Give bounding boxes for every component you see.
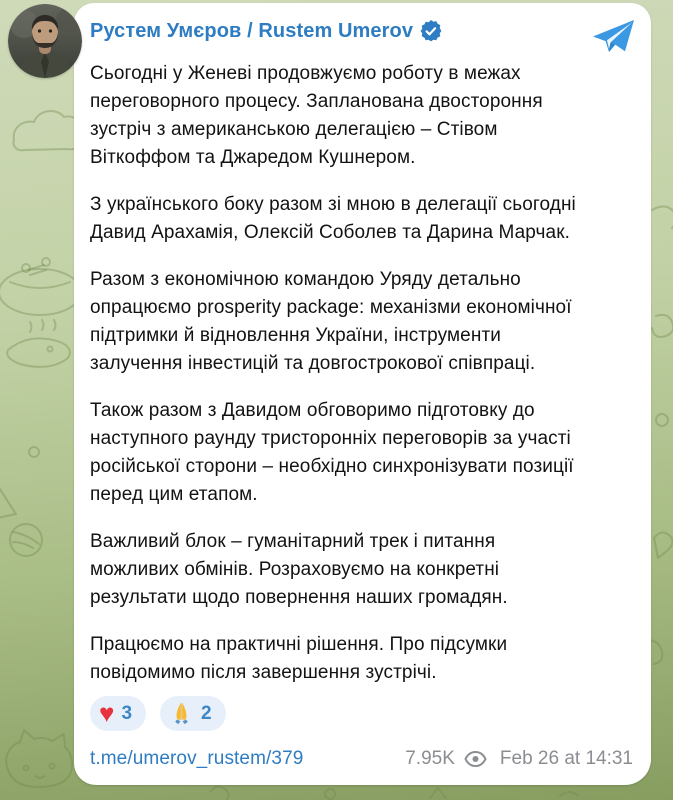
verified-badge-icon — [420, 20, 442, 42]
message-line: Працюємо на практичні рішення. Про підсумки — [90, 634, 508, 655]
views-count: 7.95K — [405, 747, 455, 769]
folded-hands-icon — [169, 701, 194, 726]
reaction-count: 2 — [201, 702, 212, 724]
message-paragraph — [90, 528, 633, 612]
message-line: Разом з економічною командою Уряду детально — [90, 269, 521, 290]
telegram-logo-icon[interactable] — [592, 19, 635, 53]
post-meta — [405, 748, 633, 770]
post-date: Feb 26 at 14:31 — [499, 747, 633, 769]
message-footer — [90, 745, 633, 772]
message-line: З українського боку разом зі мною в делегації сьогодні — [90, 194, 576, 215]
message-paragraph — [90, 60, 633, 172]
message-line: можливих обмінів. Розраховуємо на конкретні — [90, 559, 500, 580]
message-line: результати щодо повернення наших громадян. — [90, 587, 508, 608]
reaction-heart[interactable] — [90, 696, 146, 731]
message-line: підтримки й відновлення України, інструменти — [90, 325, 501, 346]
channel-avatar[interactable] — [8, 4, 82, 78]
message-line: Віткоффом та Джаредом Кушнером. — [90, 147, 416, 168]
reaction-folded-hands[interactable] — [160, 696, 226, 731]
message-bubble — [74, 3, 651, 785]
channel-name[interactable]: Рустем Умєров / Rustem Umerov — [90, 19, 414, 42]
message-line: перед цим етапом. — [90, 484, 258, 505]
views-eye-icon — [464, 751, 487, 767]
message-line: переговорного процесу. Запланована двостороння — [90, 91, 543, 112]
message-line: Сьогодні у Женеві продовжуємо роботу в межах — [90, 63, 521, 84]
message-line: Давид Арахамія, Олексій Соболев та Дарина Марчак. — [90, 222, 571, 243]
message-line: зустріч з американською делегацією – Стівом — [90, 119, 498, 140]
message-line: опрацюємо prosperity package: механізми економічної — [90, 297, 572, 318]
message-paragraph — [90, 191, 633, 247]
message-header — [90, 17, 633, 45]
message-paragraph — [90, 631, 633, 687]
heart-icon: ♥ — [99, 697, 115, 728]
message-line: повідомимо після завершення зустрічі. — [90, 662, 437, 683]
message-line: російської сторони – необхідно синхронізувати позиції — [90, 456, 574, 477]
message-line: наступного раунду тристоронніх переговорів за участі — [90, 428, 571, 449]
message-line: залучення інвестицій та довгострокової співпраці. — [90, 353, 536, 374]
message-text — [90, 60, 633, 687]
message-paragraph — [90, 397, 633, 509]
message-line: Також разом з Давидом обговоримо підготовку до — [90, 400, 535, 421]
message-paragraph — [90, 266, 633, 378]
reaction-count: 3 — [121, 702, 133, 724]
message-line: Важливий блок – гуманітарний трек і питання — [90, 531, 496, 552]
post-link[interactable]: t.me/umerov_rustem/379 — [90, 747, 304, 769]
reactions-row — [90, 696, 633, 731]
